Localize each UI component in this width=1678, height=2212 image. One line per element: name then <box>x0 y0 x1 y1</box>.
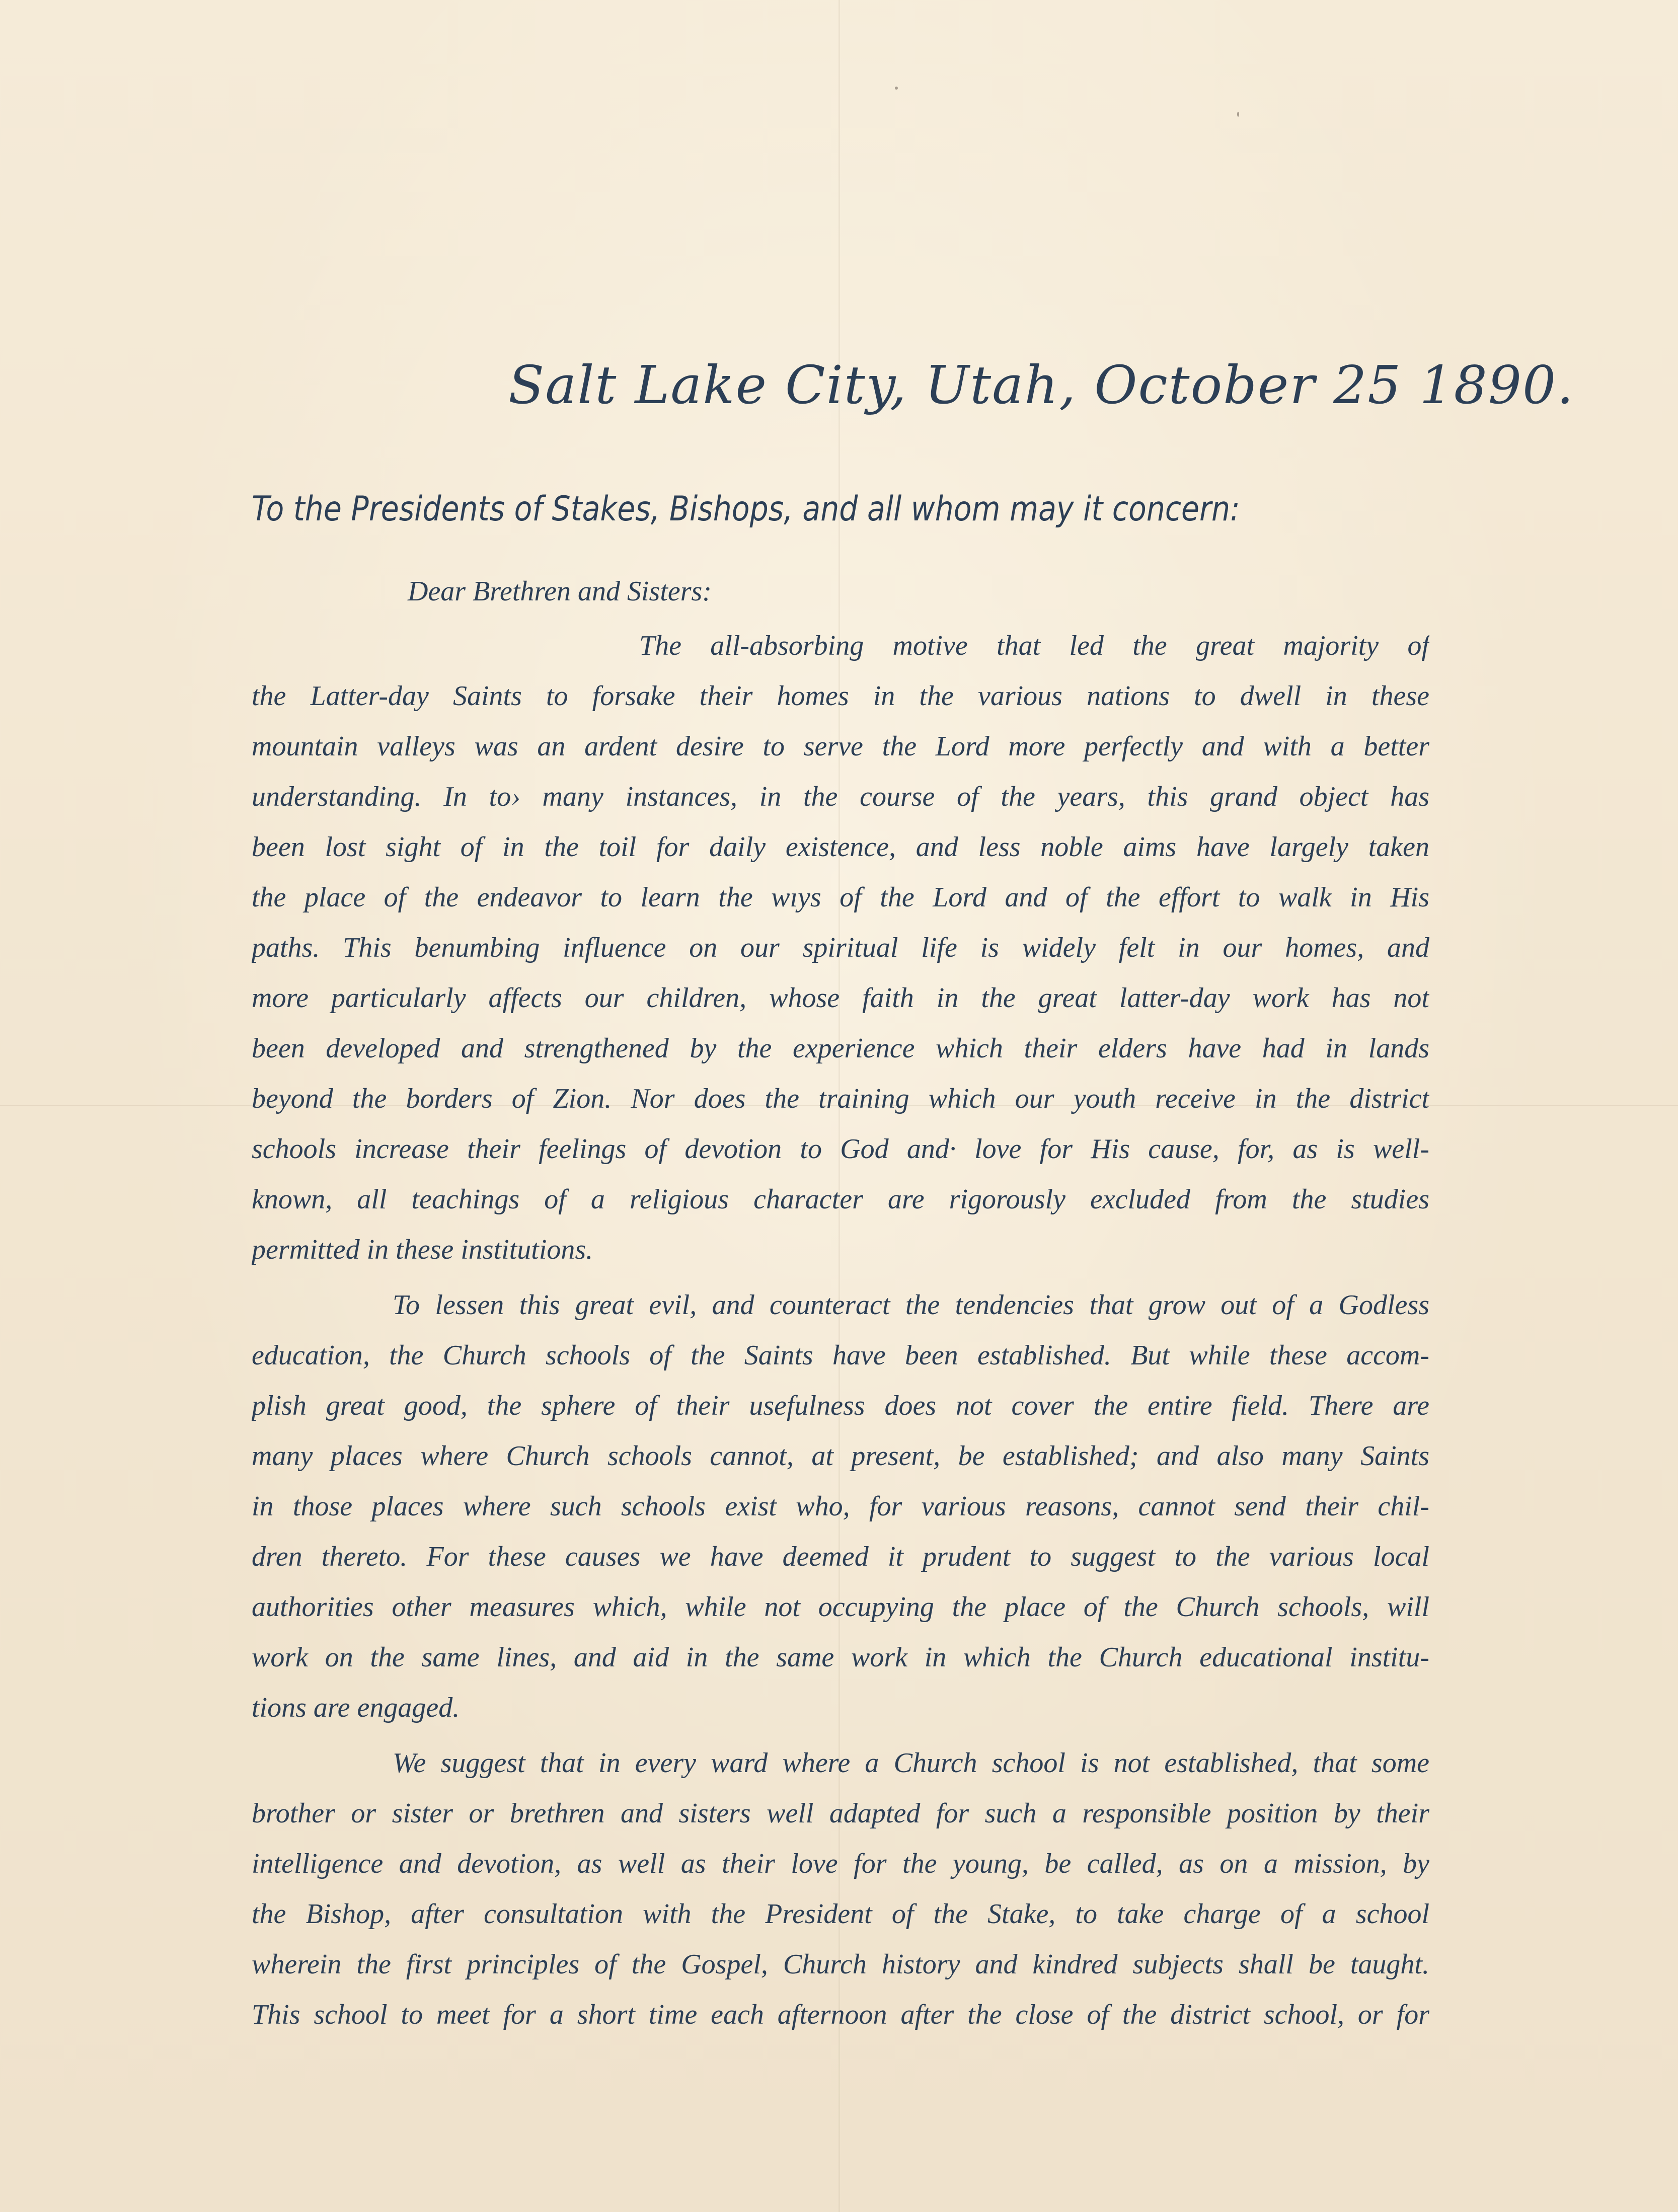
body-line: work on the same lines, and aid in the same work in which the Church educational institu- <box>252 1642 1429 1673</box>
body-line: the Latter-day Saints to forsake their homes in the various nations to dwell in these <box>252 680 1429 712</box>
greeting: Dear Brethren and Sisters: <box>408 576 712 607</box>
body-line: education, the Church schools of the Saints have been established. But while these accom- <box>252 1340 1429 1371</box>
body-line: plish great good, the sphere of their usefulness does not cover the entire field. There are <box>252 1390 1429 1421</box>
body-line: the Bishop, after consultation with the President of the Stake, to take charge of a school <box>252 1898 1429 1930</box>
body-line: more particularly affects our children, whose faith in the great latter-day work has not <box>252 982 1429 1014</box>
body-line: This school to meet for a short time each afternoon after the close of the district school, or for <box>252 1999 1429 2030</box>
body-line: permitted in these institutions. <box>252 1234 593 1265</box>
body-line: intelligence and devotion, as well as their love for the young, be called, as on a mission, by <box>252 1848 1429 1879</box>
body-line: schools increase their feelings of devotion to God and· love for His cause, for, as is well- <box>252 1133 1429 1165</box>
body-line: mountain valleys was an ardent desire to serve the Lord more perfectly and with a better <box>252 731 1429 762</box>
body-line: brother or sister or brethren and sisters well adapted for such a responsible position by their <box>252 1798 1429 1829</box>
dateline: Salt Lake City, Utah, October 25 1890. <box>508 354 1575 416</box>
paper-speck <box>1237 112 1239 117</box>
body-line: the place of the endeavor to learn the wıys of the Lord and of the effort to walk in His <box>252 882 1429 913</box>
body-line: We suggest that in every ward where a Church school is not established, that some <box>393 1747 1429 1779</box>
address-heading: To the Presidents of Stakes, Bishops, and all whom may it concern: <box>252 489 1240 529</box>
body-line: been developed and strengthened by the experience which their elders have had in lands <box>252 1033 1429 1064</box>
paper-speck <box>895 87 898 90</box>
body-line: been lost sight of in the toil for daily existence, and less noble aims have largely taken <box>252 831 1429 863</box>
body-line: authorities other measures which, while not occupying the place of the Church schools, will <box>252 1591 1429 1623</box>
body-line: The all-absorbing motive that led the great majority of <box>639 630 1429 661</box>
body-line: dren thereto. For these causes we have deemed it prudent to suggest to the various local <box>252 1541 1429 1572</box>
body-line: in those places where such schools exist who, for various reasons, cannot send their chil- <box>252 1491 1429 1522</box>
body-line: many places where Church schools cannot, at present, be established; and also many Saints <box>252 1440 1429 1472</box>
show-through-text <box>252 216 1429 243</box>
body-line: paths. This benumbing influence on our spiritual life is widely felt in our homes, and <box>252 932 1429 963</box>
body-line: tions are engaged. <box>252 1692 460 1723</box>
body-line: To lessen this great evil, and counteract the tendencies that grow out of a Godless <box>393 1289 1429 1321</box>
body-line: understanding. In to› many instances, in the course of the years, this grand object has <box>252 781 1429 812</box>
body-line: known, all teachings of a religious character are rigorously excluded from the studies <box>252 1184 1429 1215</box>
body-line: beyond the borders of Zion. Nor does the training which our youth receive in the district <box>252 1083 1429 1114</box>
body-line: wherein the first principles of the Gospel, Church history and kindred subjects shall be taught. <box>252 1949 1429 1980</box>
